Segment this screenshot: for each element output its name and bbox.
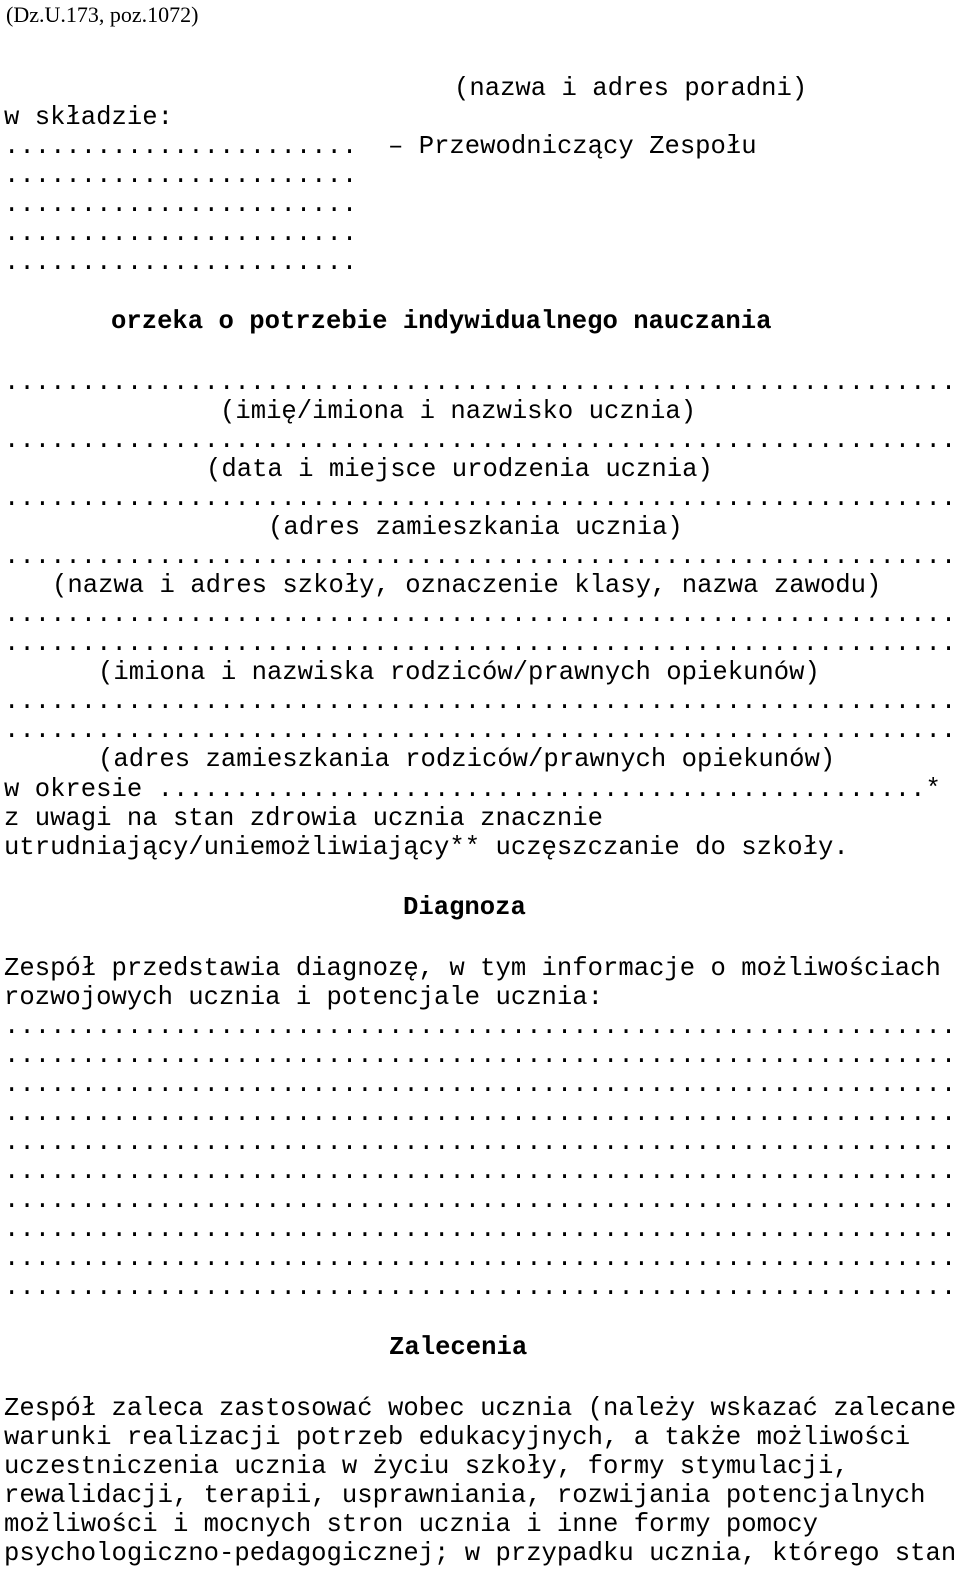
composition-label: w składzie: [4,103,173,132]
recommendations-text-line: psychologiczno-pedagogicznej; w przypadku ucznia, którego stan [4,1539,957,1568]
recommendations-text-line: możliwości i mocnych stron ucznia i inne formy pomocy [4,1510,819,1539]
parents-address-dots: .............................................................. [4,687,957,716]
parents-label: (imiona i nazwiska rodziców/prawnych opiekunów) [98,658,820,687]
journal-reference: (Dz.U.173, poz.1072) [6,2,199,27]
student-address-dots: .............................................................. [4,484,957,513]
diagnosis-dot-line: .............................................................. [4,1157,957,1186]
recommendations-text-line: warunki realizacji potrzeb edukacyjnych, a także możliwości [4,1423,911,1452]
diagnosis-intro: Zespół przedstawia diagnozę, w tym informacje o możliwościach [4,954,941,983]
period-line: w okresie ..................................................* [4,775,941,804]
school-dots: .............................................................. [4,542,957,571]
student-name-label: (imię/imiona i nazwisko ucznia) [220,397,697,426]
recommendations-title: Zalecenia [389,1333,528,1362]
student-birth-dots: .............................................................. [4,426,957,455]
member-line: ....................... [4,219,358,248]
parents-address-dots: .............................................................. [4,716,957,745]
school-label: (nazwa i adres szkoły, oznaczenie klasy, nazwa zawodu) [52,571,882,600]
diagnosis-dot-line: .............................................................. [4,1012,957,1041]
institution-label: (nazwa i adres poradni) [454,74,808,103]
student-birth-label: (data i miejsce urodzenia ucznia) [206,455,713,484]
reason-line: utrudniający/uniemożliwiający** uczęszczanie do szkoły. [4,833,849,862]
recommendations-text-line: rewalidacji, terapii, usprawniania, rozwijania potencjalnych [4,1481,926,1510]
diagnosis-dot-line: .............................................................. [4,1273,957,1302]
parents-dots: .............................................................. [4,600,957,629]
member-line: ....................... [4,161,358,190]
parents-dots: .............................................................. [4,629,957,658]
recommendations-text-line: Zespół zaleca zastosować wobec ucznia (należy wskazać zalecane [4,1394,957,1423]
diagnosis-intro: rozwojowych ucznia i potencjale ucznia: [4,983,603,1012]
diagnosis-dot-line: .............................................................. [4,1215,957,1244]
student-address-label: (adres zamieszkania ucznia) [268,513,683,542]
diagnosis-title: Diagnoza [403,893,526,922]
member-line: ....................... [4,248,358,277]
parents-address-label: (adres zamieszkania rodziców/prawnych opiekunów) [98,745,836,774]
chair-role: – Przewodniczący Zespołu [388,132,757,161]
diagnosis-dot-line: .............................................................. [4,1099,957,1128]
diagnosis-dot-line: .............................................................. [4,1244,957,1273]
diagnosis-dot-line: .............................................................. [4,1041,957,1070]
member-line: ....................... [4,190,358,219]
diagnosis-dot-line: .............................................................. [4,1128,957,1157]
recommendations-text-line: uczestniczenia ucznia w życiu szkoły, formy stymulacji, [4,1452,849,1481]
diagnosis-dot-line: .............................................................. [4,1070,957,1099]
reason-line: z uwagi na stan zdrowia ucznia znacznie [4,804,603,833]
ruling-title: orzeka o potrzebie indywidualnego nauczania [111,307,772,336]
diagnosis-dot-line: .............................................................. [4,1186,957,1215]
student-name-dots: .............................................................. [4,368,957,397]
chair-dots: ....................... [4,132,358,161]
